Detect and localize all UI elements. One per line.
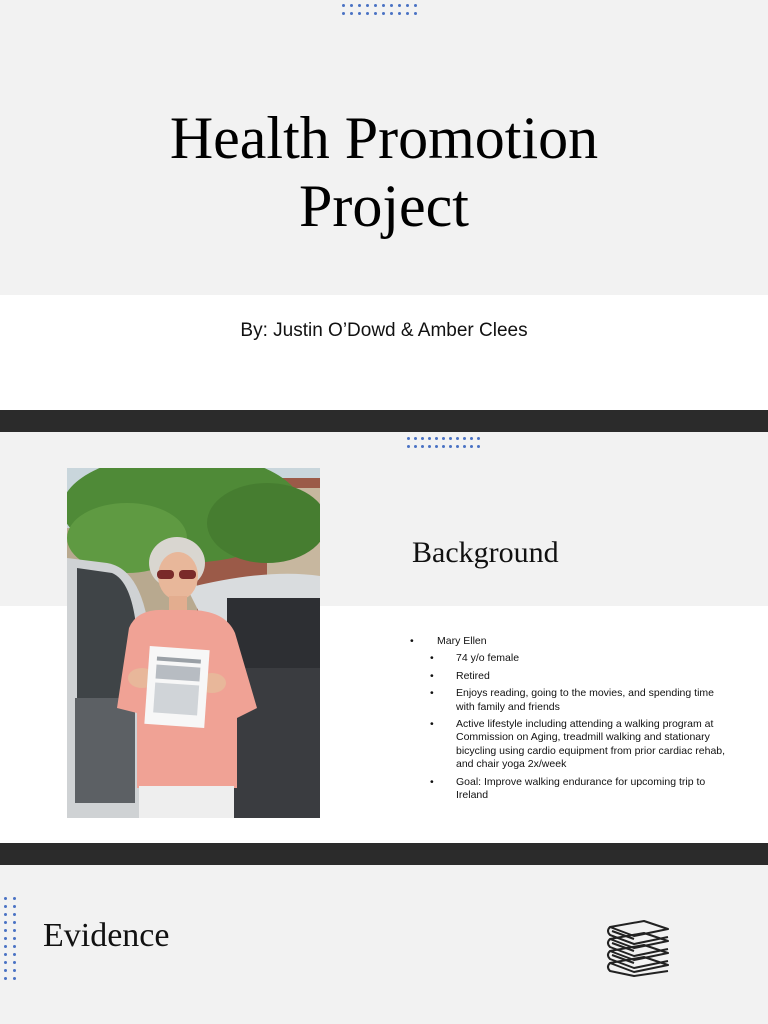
dot (449, 445, 452, 448)
bullet-patient-name: • Mary Ellen (410, 635, 730, 648)
title-line-2: Project (299, 173, 469, 239)
dot (435, 445, 438, 448)
dot (414, 12, 417, 15)
dot (414, 437, 417, 440)
dot (390, 4, 393, 7)
dot (13, 945, 16, 948)
dot (428, 437, 431, 440)
slide-divider (0, 410, 768, 432)
sub-bullet: • 74 y/o female (410, 652, 730, 665)
sub-bullet: • Active lifestyle including attending a walking program at Commission on Aging, treadmill walking and stationary bicycling using cardio equipment from prior cardiac rehab, and chair yoga 2x/week (410, 718, 730, 772)
page-title (0, 104, 768, 240)
dot (366, 4, 369, 7)
dot (13, 905, 16, 908)
dot (4, 897, 7, 900)
dot (13, 961, 16, 964)
sub-bullet: • Retired (410, 670, 730, 683)
dot (4, 953, 7, 956)
dot (366, 12, 369, 15)
title-slide (0, 0, 768, 410)
authors-byline: By: Justin O’Dowd & Amber Clees (240, 320, 528, 341)
dot (13, 953, 16, 956)
dot (390, 12, 393, 15)
dot (4, 937, 7, 940)
byline-band (0, 295, 768, 410)
dot (4, 969, 7, 972)
photo-of-woman-holding-paper-icon (67, 468, 320, 818)
dot (4, 961, 7, 964)
dot (382, 12, 385, 15)
dot (4, 945, 7, 948)
dot (463, 437, 466, 440)
dot (398, 4, 401, 7)
dot (13, 929, 16, 932)
dot (398, 12, 401, 15)
dot (4, 921, 7, 924)
dot (350, 4, 353, 7)
dot (477, 445, 480, 448)
dot (470, 445, 473, 448)
dot (470, 437, 473, 440)
dot (421, 445, 424, 448)
background-title: Background (412, 536, 559, 569)
dot (374, 12, 377, 15)
dot (13, 937, 16, 940)
dot (477, 437, 480, 440)
dot (442, 445, 445, 448)
sub-bullet: • Enjoys reading, going to the movies, and spending time with family and friends (410, 687, 730, 714)
dot (406, 4, 409, 7)
dot (406, 12, 409, 15)
books-icon (604, 917, 672, 977)
background-bullets (410, 635, 730, 806)
dot (421, 437, 424, 440)
dot (13, 897, 16, 900)
dot (374, 4, 377, 7)
dot (13, 977, 16, 980)
dot (358, 12, 361, 15)
dot (382, 4, 385, 7)
dot (4, 905, 7, 908)
dot (4, 977, 7, 980)
dot (342, 12, 345, 15)
dot (442, 437, 445, 440)
title-line-1: Health Promotion (169, 105, 599, 171)
dot (407, 437, 410, 440)
evidence-slide (0, 865, 768, 1024)
dot (456, 437, 459, 440)
dot (13, 969, 16, 972)
decorative-dots (407, 437, 480, 448)
dot (13, 913, 16, 916)
dot (435, 437, 438, 440)
dot (414, 4, 417, 7)
dot (407, 445, 410, 448)
dot (342, 4, 345, 7)
patient-photo (67, 468, 320, 818)
dot (358, 4, 361, 7)
dot (456, 445, 459, 448)
decorative-dots (342, 4, 417, 15)
dot (350, 12, 353, 15)
slide-divider (0, 843, 768, 865)
sub-bullet: • Goal: Improve walking endurance for upcoming trip to Ireland (410, 776, 730, 803)
background-slide (0, 432, 768, 843)
dot (4, 913, 7, 916)
decorative-dots (4, 897, 16, 980)
evidence-title: Evidence (43, 917, 170, 954)
dot (414, 445, 417, 448)
dot (13, 921, 16, 924)
dot (463, 445, 466, 448)
dot (449, 437, 452, 440)
dot (4, 929, 7, 932)
dot (428, 445, 431, 448)
